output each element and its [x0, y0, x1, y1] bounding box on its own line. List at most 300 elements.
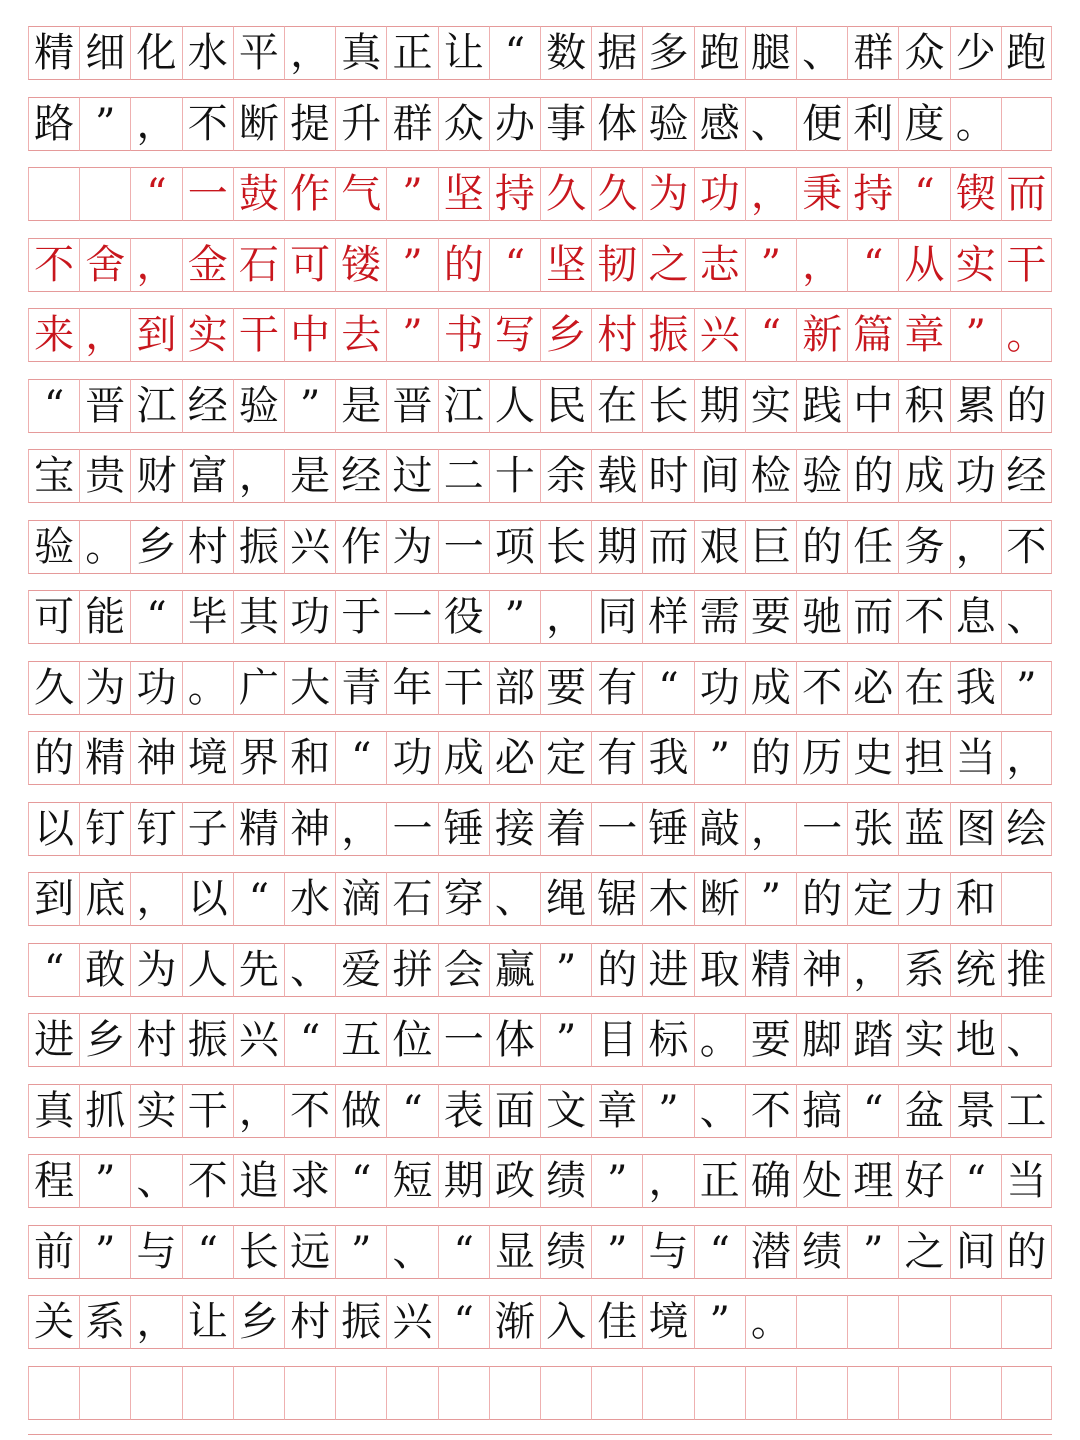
grid-cell: 盆 — [898, 1084, 949, 1138]
grid-cell: 定 — [847, 872, 898, 926]
grid-cell: 水 — [182, 26, 233, 80]
grid-cell: 度 — [898, 97, 949, 151]
grid-cell: 二 — [438, 449, 489, 503]
grid-cell: “ — [847, 1084, 898, 1138]
grid-cell: “ — [694, 1225, 745, 1279]
grid-cell: 佳 — [591, 1295, 642, 1349]
grid-cell: 与 — [130, 1225, 181, 1279]
grid-cell — [950, 1366, 1001, 1420]
grid-cell: 图 — [950, 802, 1001, 856]
grid-cell: 期 — [591, 520, 642, 574]
grid-cell: 众 — [898, 26, 949, 80]
grid-cell: 必 — [489, 731, 540, 785]
grid-cell: 息 — [950, 590, 1001, 644]
grid-cell: 统 — [950, 943, 1001, 997]
grid-cell: 。 — [182, 661, 233, 715]
grid-cell: 和 — [284, 731, 335, 785]
grid-cell: 、 — [130, 1154, 181, 1208]
grid-cell: 宝 — [28, 449, 79, 503]
grid-cell: 推 — [1001, 943, 1052, 997]
grid-cell: 我 — [950, 661, 1001, 715]
grid-cell: 水 — [284, 872, 335, 926]
grid-cell: 期 — [694, 379, 745, 433]
grid-cell: 理 — [847, 1154, 898, 1208]
grid-cell: 人 — [489, 379, 540, 433]
grid-cell: 短 — [386, 1154, 437, 1208]
grid-cell: 敢 — [79, 943, 130, 997]
grid-cell: 振 — [182, 1013, 233, 1067]
grid-cell: 不 — [745, 1084, 796, 1138]
grid-cell: 时 — [642, 449, 693, 503]
grid-cell: 程 — [28, 1154, 79, 1208]
text-line — [28, 1225, 1052, 1279]
grid-cell: 我 — [642, 731, 693, 785]
grid-cell: 底 — [79, 872, 130, 926]
grid-cell: 以 — [182, 872, 233, 926]
grid-cell: 升 — [335, 97, 386, 151]
grid-cell: ” — [386, 238, 437, 292]
grid-cell: 的 — [438, 238, 489, 292]
grid-cell: 断 — [694, 872, 745, 926]
grid-cell: 锤 — [642, 802, 693, 856]
grid-cell: 让 — [438, 26, 489, 80]
text-line — [28, 167, 1052, 221]
grid-cell: 断 — [233, 97, 284, 151]
grid-cell: 写 — [489, 308, 540, 362]
grid-cell: 的 — [1001, 379, 1052, 433]
grid-cell: 必 — [847, 661, 898, 715]
grid-cell: 检 — [745, 449, 796, 503]
grid-cell: 功 — [950, 449, 1001, 503]
grid-cell: ， — [745, 802, 796, 856]
grid-cell: 成 — [898, 449, 949, 503]
grid-cell — [694, 1366, 745, 1420]
grid-cell: 绩 — [540, 1154, 591, 1208]
grid-cell: 而 — [642, 520, 693, 574]
grid-cell: 干 — [233, 308, 284, 362]
grid-cell: 需 — [694, 590, 745, 644]
grid-cell: 到 — [28, 872, 79, 926]
grid-cell — [1001, 1295, 1052, 1349]
grid-cell: 。 — [745, 1295, 796, 1349]
grid-cell — [335, 1366, 386, 1420]
grid-cell — [950, 1295, 1001, 1349]
grid-cell: 、 — [745, 97, 796, 151]
grid-cell: 的 — [745, 731, 796, 785]
grid-cell: 鼓 — [233, 167, 284, 221]
grid-cell: 乡 — [540, 308, 591, 362]
grid-cell: 实 — [898, 1013, 949, 1067]
grid-cell: 路 — [28, 97, 79, 151]
grid-cell: 系 — [79, 1295, 130, 1349]
grid-cell: 可 — [28, 590, 79, 644]
grid-cell: 系 — [898, 943, 949, 997]
grid-cell: 项 — [489, 520, 540, 574]
grid-cell: 会 — [438, 943, 489, 997]
text-line — [28, 308, 1052, 362]
grid-cell — [745, 1366, 796, 1420]
text-line — [28, 731, 1052, 785]
grid-cell: 兴 — [694, 308, 745, 362]
grid-cell: 潜 — [745, 1225, 796, 1279]
grid-cell: 实 — [182, 308, 233, 362]
grid-cell — [1001, 97, 1052, 151]
grid-cell: 大 — [284, 661, 335, 715]
grid-cell: 木 — [642, 872, 693, 926]
grid-cell: 神 — [284, 802, 335, 856]
grid-cell: ” — [79, 1154, 130, 1208]
grid-cell: ” — [79, 97, 130, 151]
grid-cell: 财 — [130, 449, 181, 503]
grid-cell: 史 — [847, 731, 898, 785]
grid-cell: “ — [438, 1225, 489, 1279]
grid-cell: 民 — [540, 379, 591, 433]
text-line — [28, 520, 1052, 574]
grid-cell: 去 — [335, 308, 386, 362]
grid-cell: 少 — [950, 26, 1001, 80]
grid-cell: 神 — [130, 731, 181, 785]
grid-cell: 同 — [591, 590, 642, 644]
text-line — [28, 238, 1052, 292]
grid-cell: 余 — [540, 449, 591, 503]
grid-cell: 、 — [489, 872, 540, 926]
grid-cell: 绳 — [540, 872, 591, 926]
grid-cell: 广 — [233, 661, 284, 715]
grid-cell: 关 — [28, 1295, 79, 1349]
grid-cell: 一 — [438, 1013, 489, 1067]
grid-cell: 功 — [284, 590, 335, 644]
grid-cell: 。 — [694, 1013, 745, 1067]
grid-cell: 过 — [386, 449, 437, 503]
grid-cell: “ — [386, 1084, 437, 1138]
grid-cell: 贵 — [79, 449, 130, 503]
grid-cell: ” — [950, 308, 1001, 362]
grid-cell: “ — [182, 1225, 233, 1279]
text-line — [28, 872, 1052, 926]
grid-cell: 绘 — [1001, 802, 1052, 856]
grid-cell: 办 — [489, 97, 540, 151]
grid-cell: 十 — [489, 449, 540, 503]
grid-cell: 功 — [694, 661, 745, 715]
grid-cell — [79, 1366, 130, 1420]
grid-cell: 、 — [694, 1084, 745, 1138]
grid-cell: 间 — [694, 449, 745, 503]
grid-cell — [489, 1366, 540, 1420]
grid-cell: 人 — [182, 943, 233, 997]
grid-cell: 化 — [130, 26, 181, 80]
grid-cell: 的 — [591, 943, 642, 997]
text-line — [28, 1013, 1052, 1067]
grid-cell: 村 — [130, 1013, 181, 1067]
grid-cell: “ — [489, 238, 540, 292]
grid-cell: 群 — [847, 26, 898, 80]
grid-cell: 兴 — [284, 520, 335, 574]
grid-cell: 中 — [284, 308, 335, 362]
grid-cell: ， — [233, 449, 284, 503]
grid-cell: ， — [130, 872, 181, 926]
grid-cell: 以 — [28, 802, 79, 856]
grid-cell: 、 — [284, 943, 335, 997]
grid-cell: 钉 — [130, 802, 181, 856]
grid-cell: ， — [950, 520, 1001, 574]
grid-cell: 来 — [28, 308, 79, 362]
grid-cell: 入 — [540, 1295, 591, 1349]
grid-cell: “ — [847, 238, 898, 292]
grid-cell: 境 — [182, 731, 233, 785]
grid-cell — [796, 1366, 847, 1420]
grid-cell: “ — [438, 1295, 489, 1349]
grid-cell: ” — [642, 1084, 693, 1138]
grid-cell — [642, 1366, 693, 1420]
grid-cell: 为 — [642, 167, 693, 221]
grid-cell: 标 — [642, 1013, 693, 1067]
grid-cell: 村 — [591, 308, 642, 362]
grid-cell: 任 — [847, 520, 898, 574]
grid-cell: 之 — [898, 1225, 949, 1279]
grid-cell: “ — [130, 167, 181, 221]
grid-cell: 而 — [847, 590, 898, 644]
grid-cell: 到 — [130, 308, 181, 362]
grid-cell: 的 — [847, 449, 898, 503]
grid-cell: 韧 — [591, 238, 642, 292]
grid-cell — [284, 1366, 335, 1420]
grid-cell: 实 — [745, 379, 796, 433]
grid-cell: 脚 — [796, 1013, 847, 1067]
grid-cell: 金 — [182, 238, 233, 292]
grid-cell: 在 — [898, 661, 949, 715]
grid-cell: ” — [489, 590, 540, 644]
grid-cell: 干 — [438, 661, 489, 715]
grid-cell: ， — [130, 97, 181, 151]
grid-cell: ， — [130, 238, 181, 292]
grid-cell: 爱 — [335, 943, 386, 997]
grid-cell: 目 — [591, 1013, 642, 1067]
grid-cell: 持 — [847, 167, 898, 221]
grid-cell: 便 — [796, 97, 847, 151]
grid-cell: “ — [950, 1154, 1001, 1208]
grid-cell: 驰 — [796, 590, 847, 644]
grid-cell: 子 — [182, 802, 233, 856]
grid-cell: 钉 — [79, 802, 130, 856]
grid-cell: 能 — [79, 590, 130, 644]
grid-cell: “ — [233, 872, 284, 926]
grid-cell: 真 — [335, 26, 386, 80]
grid-cell: 提 — [284, 97, 335, 151]
grid-cell: 功 — [130, 661, 181, 715]
grid-cell: 的 — [796, 872, 847, 926]
grid-cell: 显 — [489, 1225, 540, 1279]
grid-cell — [1001, 872, 1052, 926]
grid-cell: ， — [745, 167, 796, 221]
grid-cell: 村 — [182, 520, 233, 574]
grid-cell: 年 — [386, 661, 437, 715]
grid-cell: 篇 — [847, 308, 898, 362]
text-line — [28, 1366, 1052, 1420]
grid-cell: ， — [233, 1084, 284, 1138]
grid-cell: 神 — [796, 943, 847, 997]
grid-cell: 久 — [28, 661, 79, 715]
grid-cell: 。 — [1001, 308, 1052, 362]
grid-cell — [28, 167, 79, 221]
grid-cell: 江 — [130, 379, 181, 433]
grid-cell: 一 — [386, 590, 437, 644]
grid-cell: 毕 — [182, 590, 233, 644]
grid-cell: 真 — [28, 1084, 79, 1138]
grid-cell: 精 — [79, 731, 130, 785]
grid-cell — [182, 1366, 233, 1420]
grid-cell: 、 — [796, 26, 847, 80]
grid-cell: 样 — [642, 590, 693, 644]
grid-cell: 定 — [540, 731, 591, 785]
grid-cell: 可 — [284, 238, 335, 292]
grid-cell: ” — [540, 1013, 591, 1067]
grid-cell: 经 — [1001, 449, 1052, 503]
text-line — [28, 97, 1052, 151]
grid-cell: 有 — [591, 661, 642, 715]
grid-cell: 江 — [438, 379, 489, 433]
grid-cell: 绩 — [540, 1225, 591, 1279]
grid-cell: 役 — [438, 590, 489, 644]
grid-cell: 远 — [284, 1225, 335, 1279]
grid-cell: 振 — [233, 520, 284, 574]
grid-cell: 一 — [438, 520, 489, 574]
text-line — [28, 802, 1052, 856]
grid-cell: 不 — [284, 1084, 335, 1138]
grid-cell: 青 — [335, 661, 386, 715]
grid-cell: “ — [745, 308, 796, 362]
grid-cell: 的 — [28, 731, 79, 785]
grid-cell: 界 — [233, 731, 284, 785]
grid-cell: 验 — [233, 379, 284, 433]
text-line — [28, 943, 1052, 997]
grid-cell: 、 — [1001, 590, 1052, 644]
grid-cell: 与 — [642, 1225, 693, 1279]
grid-cell: 一 — [386, 802, 437, 856]
grid-cell: 搞 — [796, 1084, 847, 1138]
grid-cell: 群 — [386, 97, 437, 151]
grid-cell: 载 — [591, 449, 642, 503]
grid-cell: 累 — [950, 379, 1001, 433]
grid-cell: 久 — [591, 167, 642, 221]
grid-cell: 振 — [642, 308, 693, 362]
grid-cell: 石 — [386, 872, 437, 926]
grid-cell: ” — [694, 1295, 745, 1349]
grid-cell: 。 — [950, 97, 1001, 151]
grid-cell: ” — [591, 1154, 642, 1208]
grid-cell: 乡 — [79, 1013, 130, 1067]
text-line — [28, 1295, 1052, 1349]
grid-cell: 长 — [233, 1225, 284, 1279]
grid-cell: 渐 — [489, 1295, 540, 1349]
grid-cell — [130, 1366, 181, 1420]
grid-cell: ， — [284, 26, 335, 80]
bottom-rule-line — [28, 1434, 1052, 1435]
grid-cell: 正 — [694, 1154, 745, 1208]
grid-cell: 五 — [335, 1013, 386, 1067]
grid-cell: 间 — [950, 1225, 1001, 1279]
grid-cell: 有 — [591, 731, 642, 785]
grid-cell: 不 — [1001, 520, 1052, 574]
grid-cell: 体 — [489, 1013, 540, 1067]
grid-cell: 舍 — [79, 238, 130, 292]
text-line — [28, 1154, 1052, 1208]
grid-cell: 锯 — [591, 872, 642, 926]
grid-cell: 感 — [694, 97, 745, 151]
grid-cell: 践 — [796, 379, 847, 433]
grid-cell: 位 — [386, 1013, 437, 1067]
grid-cell: 、 — [386, 1225, 437, 1279]
grid-cell: ” — [335, 1225, 386, 1279]
grid-cell: 一 — [796, 802, 847, 856]
grid-cell: 众 — [438, 97, 489, 151]
grid-cell: 章 — [591, 1084, 642, 1138]
grid-cell: 从 — [898, 238, 949, 292]
grid-cell: 为 — [386, 520, 437, 574]
grid-cell: ， — [79, 308, 130, 362]
grid-cell: 政 — [489, 1154, 540, 1208]
grid-cell: 绩 — [796, 1225, 847, 1279]
grid-cell — [438, 1366, 489, 1420]
grid-cell — [540, 1366, 591, 1420]
grid-cell: 进 — [642, 943, 693, 997]
grid-cell: 石 — [233, 238, 284, 292]
grid-cell: 部 — [489, 661, 540, 715]
grid-cell: ” — [1001, 661, 1052, 715]
grid-cell: 着 — [540, 802, 591, 856]
grid-cell: 而 — [1001, 167, 1052, 221]
grid-cell: 蓝 — [898, 802, 949, 856]
grid-cell: 富 — [182, 449, 233, 503]
grid-cell: 兴 — [386, 1295, 437, 1349]
text-line — [28, 661, 1052, 715]
grid-cell — [898, 1295, 949, 1349]
grid-cell: ” — [386, 167, 437, 221]
grid-cell: 是 — [335, 379, 386, 433]
grid-cell: 坚 — [438, 167, 489, 221]
text-line — [28, 449, 1052, 503]
grid-cell: 务 — [898, 520, 949, 574]
grid-cell: 取 — [694, 943, 745, 997]
grid-cell — [28, 1366, 79, 1420]
grid-cell: ” — [745, 238, 796, 292]
grid-cell: ” — [847, 1225, 898, 1279]
grid-cell: “ — [28, 379, 79, 433]
grid-cell: 境 — [642, 1295, 693, 1349]
grid-cell: 一 — [182, 167, 233, 221]
grid-cell: 的 — [1001, 1225, 1052, 1279]
grid-cell: 气 — [335, 167, 386, 221]
grid-cell: 担 — [898, 731, 949, 785]
grid-cell: 书 — [438, 308, 489, 362]
grid-cell: 跑 — [694, 26, 745, 80]
grid-cell: 精 — [233, 802, 284, 856]
grid-cell: 跑 — [1001, 26, 1052, 80]
grid-cell — [386, 1366, 437, 1420]
grid-cell: ， — [1001, 731, 1052, 785]
grid-cell: 精 — [28, 26, 79, 80]
grid-cell: 利 — [847, 97, 898, 151]
grid-cell: 之 — [642, 238, 693, 292]
grid-cell: 先 — [233, 943, 284, 997]
grid-cell: ， — [847, 943, 898, 997]
grid-cell: 面 — [489, 1084, 540, 1138]
grid-cell: 精 — [745, 943, 796, 997]
grid-cell — [796, 1295, 847, 1349]
grid-cell — [591, 1366, 642, 1420]
grid-cell: 经 — [182, 379, 233, 433]
grid-cell: “ — [489, 26, 540, 80]
grid-cell: 志 — [694, 238, 745, 292]
